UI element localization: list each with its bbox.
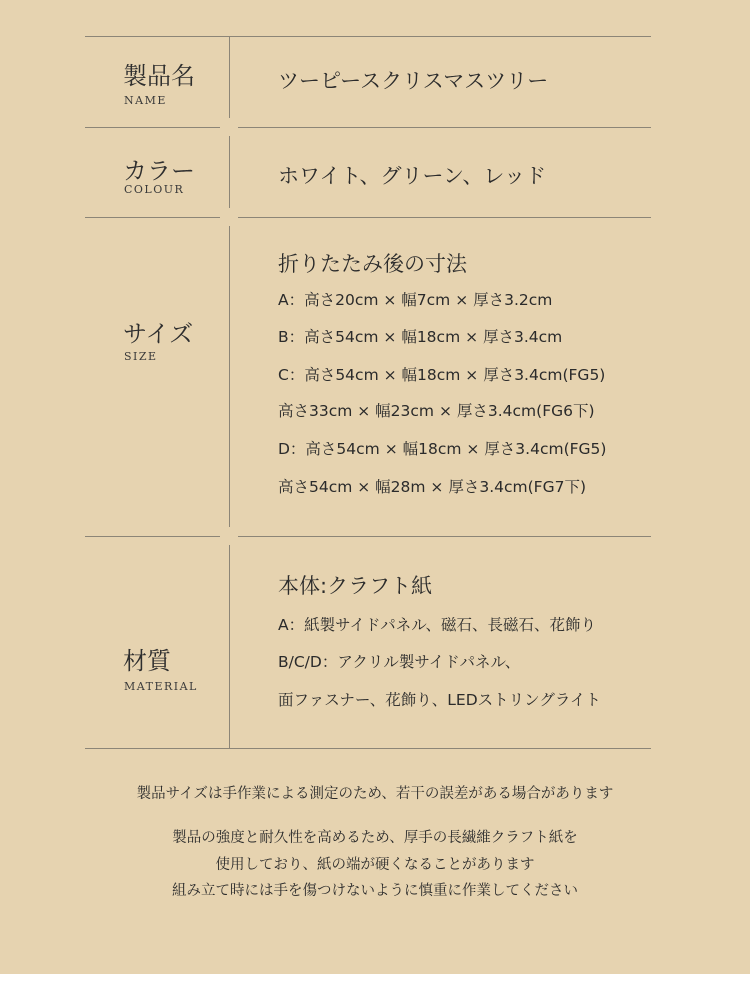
column-divider-material: [229, 545, 230, 748]
divider-bottom: [85, 748, 651, 749]
divider-size-left: [85, 536, 220, 537]
size-line: 高さ33cm × 幅23cm × 厚さ3.4cm(FG6下): [278, 402, 595, 420]
colour-sublabel: COLOUR: [124, 183, 185, 196]
name-label: 製品名: [123, 62, 195, 90]
material-line: A：紙製サイドパネル、磁石、長磁石、花飾り: [278, 616, 596, 634]
size-sublabel: SIZE: [124, 350, 158, 363]
divider-size-right: [238, 536, 651, 537]
material-heading: 本体:クラフト紙: [278, 574, 433, 598]
column-divider-colour: [229, 136, 230, 208]
size-label: サイズ: [123, 320, 194, 348]
divider-name-left: [85, 127, 220, 128]
divider-colour-left: [85, 217, 220, 218]
name-value: ツーピースクリスマスツリー: [278, 69, 549, 93]
note-paper-line-1: 製品の強度と耐久性を高めるため、厚手の長繊維クラフト紙を: [172, 830, 578, 846]
size-line: C：高さ54cm × 幅18cm × 厚さ3.4cm(FG5): [278, 366, 606, 384]
material-label: 材質: [123, 647, 171, 675]
divider-name-right: [238, 127, 651, 128]
divider-top: [85, 36, 651, 37]
note-paper-line-2: 使用しており、紙の端が硬くなることがあります: [215, 857, 535, 873]
note-measurement: 製品サイズは手作業による測定のため、若干の誤差がある場合があります: [136, 786, 614, 802]
size-heading: 折りたたみ後の寸法: [278, 252, 467, 276]
size-line: A：高さ20cm × 幅7cm × 厚さ3.2cm: [278, 291, 553, 309]
note-assembly: 組み立て時には手を傷つけないように慎重に作業してください: [172, 883, 578, 899]
size-line: B：高さ54cm × 幅18cm × 厚さ3.4cm: [278, 328, 563, 346]
colour-value: ホワイト、グリーン、レッド: [278, 164, 547, 188]
colour-label: カラー: [123, 157, 195, 185]
column-divider-name: [229, 37, 230, 118]
material-sublabel: MATERIAL: [124, 680, 198, 693]
material-line: B/C/D：アクリル製サイドパネル、: [278, 653, 521, 671]
name-sublabel: NAME: [124, 94, 167, 107]
material-line: 面ファスナー、花飾り、LEDストリングライト: [278, 691, 601, 709]
size-line: D：高さ54cm × 幅18cm × 厚さ3.4cm(FG5): [278, 440, 607, 458]
size-line: 高さ54cm × 幅28m × 厚さ3.4cm(FG7下): [278, 478, 587, 496]
divider-colour-right: [238, 217, 651, 218]
column-divider-size: [229, 226, 230, 527]
